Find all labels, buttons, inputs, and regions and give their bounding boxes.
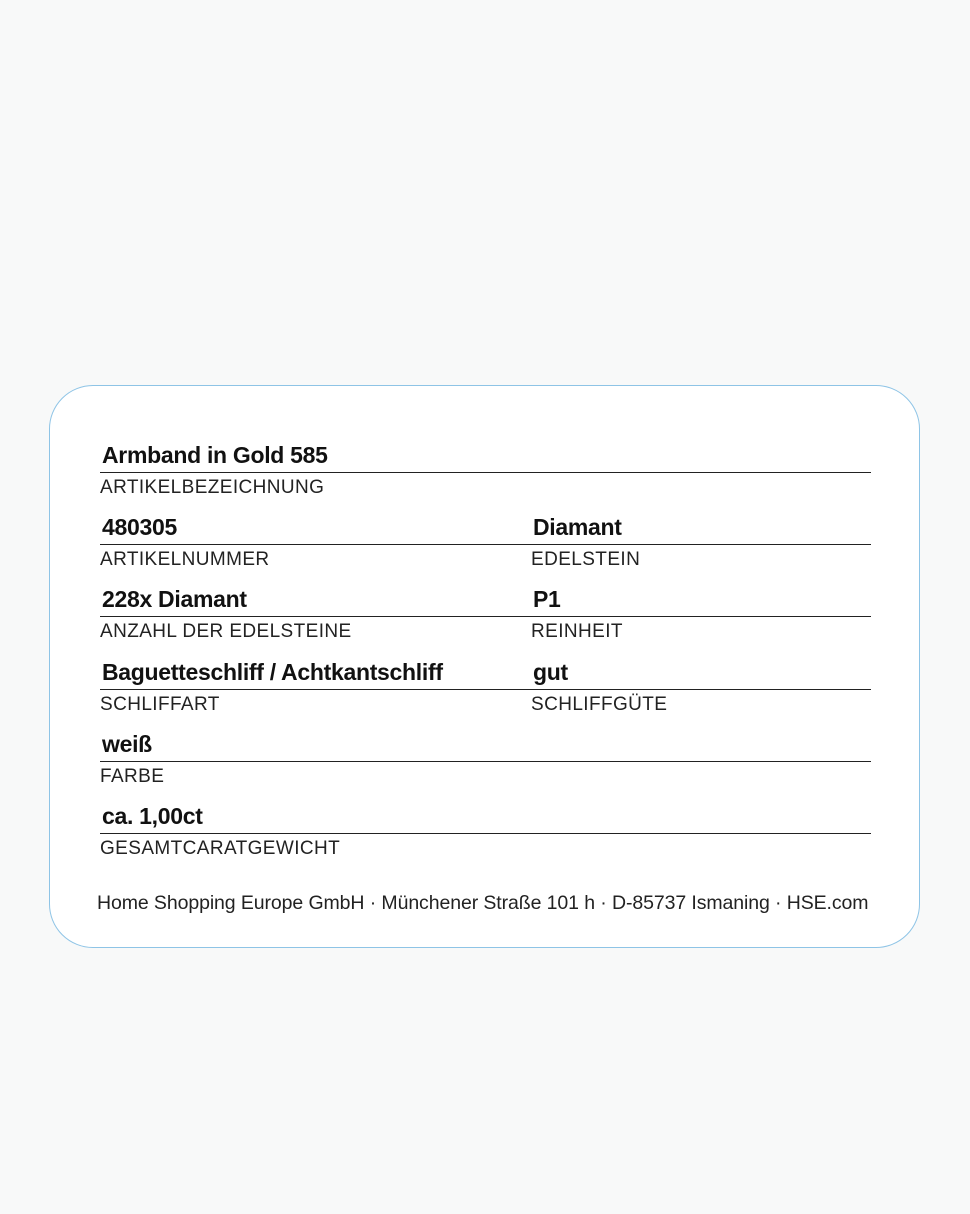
field-edelstein: [531, 511, 871, 573]
artikelnummer-underline: [100, 544, 531, 545]
field-artikelbezeichnung: [100, 439, 871, 501]
reinheit-value: P1: [533, 586, 561, 612]
reinheit-label: REINHEIT: [531, 621, 623, 642]
gewicht-value: ca. 1,00ct: [102, 803, 203, 829]
schliffguete-value: gut: [533, 659, 568, 685]
field-schliffguete: [531, 656, 871, 718]
farbe-label: FARBE: [100, 766, 165, 787]
product-info-card: [49, 385, 920, 948]
schliffart-value: Baguetteschliff / Achtkantschliff: [102, 659, 443, 685]
farbe-underline: [100, 761, 871, 762]
schliffguete-label: SCHLIFFGÜTE: [531, 694, 668, 715]
anzahl-value: 228x Diamant: [102, 586, 247, 612]
artikelbezeichnung-value: Armband in Gold 585: [102, 442, 328, 468]
artikelbezeichnung-underline: [100, 472, 871, 473]
artikelnummer-label: ARTIKELNUMMER: [100, 549, 270, 570]
field-anzahl-der-edelsteine: [100, 583, 531, 645]
gewicht-label: GESAMTCARATGEWICHT: [100, 838, 341, 859]
edelstein-label: EDELSTEIN: [531, 549, 641, 570]
field-reinheit: [531, 583, 871, 645]
schliffart-label: SCHLIFFART: [100, 694, 220, 715]
schliffart-underline: [100, 689, 531, 690]
artikelnummer-value: 480305: [102, 514, 177, 540]
schliffguete-underline: [531, 689, 871, 690]
field-farbe: [100, 728, 871, 790]
field-artikelnummer: [100, 511, 531, 573]
company-footer: Home Shopping Europe GmbH · Münchener Straße 101 h · D-85737 Ismaning · HSE.com: [97, 892, 869, 914]
field-gesamtcaratgewicht: [100, 800, 871, 862]
edelstein-underline: [531, 544, 871, 545]
reinheit-underline: [531, 616, 871, 617]
gewicht-underline: [100, 833, 871, 834]
farbe-value: weiß: [102, 731, 152, 757]
anzahl-label: ANZAHL DER EDELSTEINE: [100, 621, 352, 642]
anzahl-underline: [100, 616, 531, 617]
field-schliffart: [100, 656, 531, 718]
artikelbezeichnung-label: ARTIKELBEZEICHNUNG: [100, 477, 325, 498]
edelstein-value: Diamant: [533, 514, 622, 540]
